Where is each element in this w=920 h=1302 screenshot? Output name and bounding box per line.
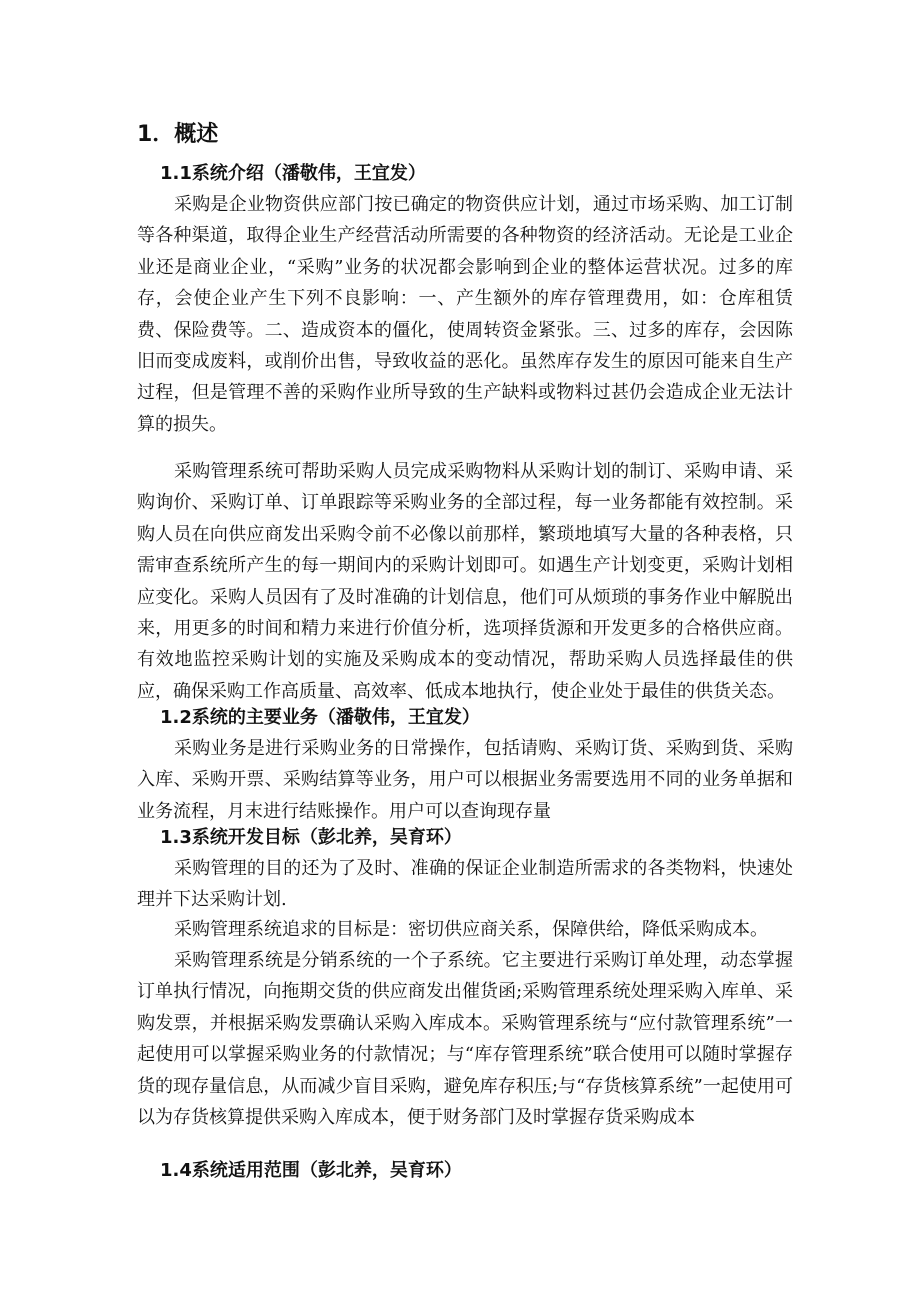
paragraph-1-3-a: 采购管理的目的还为了及时、准确的保证企业制造所需求的各类物料，快速处理并下达采购计划. [137, 858, 793, 911]
section-title-1-3: 1.3系统开发目标（彭北养，吴育环） [160, 827, 462, 848]
paragraph-1-3-b: 采购管理系统追求的目标是：密切供应商关系，保障供给，降低采购成本。 [174, 919, 768, 940]
paragraph-1-1-b: 采购管理系统可帮助采购人员完成采购物料从采购计划的制订、采购申请、采购询价、采购订单、订单跟踪等采购业务的全部过程，每一业务都能有效控制。采购人员在向供应商发出采购令前不必像以前那样，繁琐地填写大量的各种表格，只需审查系统所产生的每一期间内的采购计划即可。如遇生产计划变更，采购计划相应变化。采购人员因有了及时准确的计划信息，他们可从烦琐的事务作业中解脱出来，用更多的时间和精力来进行价值分析，选项择货源和开发更多的合格供应商。有效地监控采购计划的实施及采购成本的变动情况，帮助采购人员选择最佳的供应，确保采购工作高质量、高效率、低成本地执行，使企业处于最佳的供货关态。 [137, 461, 793, 702]
paragraph-1-2-a: 采购业务是进行采购业务的日常操作，包括请购、采购订货、采购到货、采购入库、采购开票、采购结算等业务，用户可以根据业务需要选用不同的业务单据和业务流程，月末进行结账操作。用户可以查询现存量 [137, 738, 793, 822]
paragraph-1-3-c: 采购管理系统是分销系统的一个子系统。它主要进行采购订单处理，动态掌握订单执行情况，向拖期交货的供应商发出催货函;采购管理系统处理采购入库单、采购发票，并根据采购发票确认采购入库成本。采购管理系统与“应付款管理系统”一起使用可以掌握采购业务的付款情况；与“库存管理系统”联合使用可以随时掌握存货的现存量信息，从而减少盲目采购，避免库存积压;与“存货核算系统”一起使用可以为存货核算提供采购入库成本，便于财务部门及时掌握存货采购成本 [137, 950, 793, 1129]
section-title-1-1: 1.1系统介绍（潘敬伟，王宜发） [160, 163, 426, 184]
paragraph-1-1-a: 采购是企业物资供应部门按已确定的物资供应计划，通过市场采购、加工订制等各种渠道，取得企业生产经营活动所需要的各种物资的经济活动。无论是工业企业还是商业企业，“采购”业务的状况都会影响到企业的整体运营状况。过多的库存，会使企业产生下列不良影响：一、产生额外的库存管理费用，如：仓库租赁费、保险费等。二、造成资本的僵化，使周转资金紧张。三、过多的库存，会因陈旧而变成废料，或削价出售，导致收益的恶化。虽然库存发生的原因可能来自生产过程，但是管理不善的采购作业所导致的生产缺料或物料过甚仍会造成企业无法计算的损失。 [137, 194, 793, 435]
section-title-1-4: 1.4系统适用范围（彭北养，吴育环） [160, 1160, 462, 1181]
chapter-heading: 1．概述 [137, 122, 219, 147]
section-title-1-2: 1.2系统的主要业务（潘敬伟，王宜发） [160, 707, 480, 728]
